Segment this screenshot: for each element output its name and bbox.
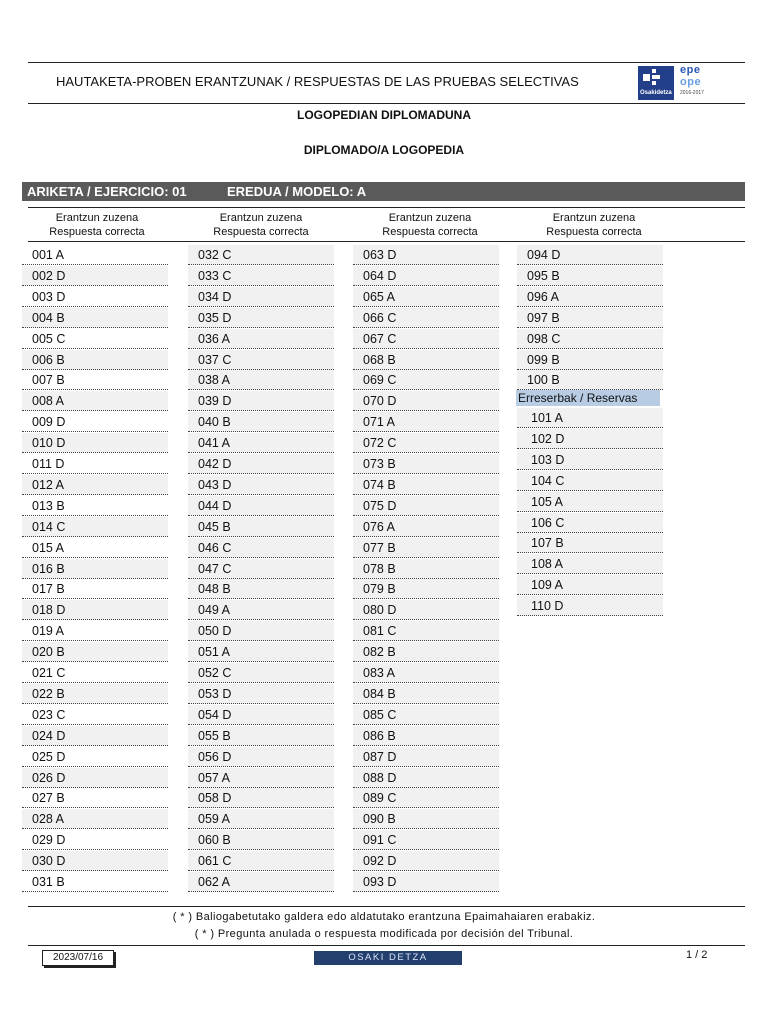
osakidetza-logo-box xyxy=(638,66,674,100)
answer-item: 061 C xyxy=(188,851,334,871)
answer-item: 089 C xyxy=(353,788,499,808)
answer-item: 019 A xyxy=(22,621,168,641)
answer-item: 076 A xyxy=(353,517,499,537)
answer-item: 080 D xyxy=(353,600,499,620)
answer-item: 029 D xyxy=(22,830,168,850)
answer-item: 064 D xyxy=(353,266,499,286)
answer-item: 018 D xyxy=(22,600,168,620)
title-basque: LOGOPEDIAN DIPLOMADUNA xyxy=(297,108,471,122)
osakidetza-epe-logo xyxy=(638,66,708,100)
answer-item: 088 D xyxy=(353,768,499,788)
answer-item: 054 D xyxy=(188,705,334,725)
columns-header-rule xyxy=(28,241,745,242)
answer-item: 078 B xyxy=(353,559,499,579)
header-rule xyxy=(28,103,745,104)
reserve-answer-item: 104 C xyxy=(517,471,663,491)
reserve-answer-item: 106 C xyxy=(517,513,663,533)
answer-item: 023 C xyxy=(22,705,168,725)
answer-item: 005 C xyxy=(22,329,168,349)
answer-item: 015 A xyxy=(22,538,168,558)
answer-item: 062 A xyxy=(188,872,334,892)
osakidetza-mark-icon xyxy=(643,69,663,87)
answer-item: 007 B xyxy=(22,370,168,390)
answer-item: 024 D xyxy=(22,726,168,746)
answer-item: 070 D xyxy=(353,391,499,411)
reserve-answer-item: 105 A xyxy=(517,492,663,512)
column-header-eu: Erantzun zuzena xyxy=(552,212,636,224)
answer-item: 027 B xyxy=(22,788,168,808)
answer-item: 074 B xyxy=(353,475,499,495)
answer-item: 016 B xyxy=(22,559,168,579)
footer-rule xyxy=(28,945,745,946)
reserves-label: Erreserbak / Reservas xyxy=(516,390,660,406)
answer-item: 022 B xyxy=(22,684,168,704)
answer-item: 097 B xyxy=(517,308,663,328)
answer-item: 012 A xyxy=(22,475,168,495)
column-header-eu: Erantzun zuzena xyxy=(55,212,139,224)
answer-item: 010 D xyxy=(22,433,168,453)
reserve-answer-item: 110 D xyxy=(517,596,663,616)
answer-item: 059 A xyxy=(188,809,334,829)
page-number: 1 / 2 xyxy=(686,949,708,961)
answer-item: 057 A xyxy=(188,768,334,788)
column-header-es: Respuesta correcta xyxy=(546,226,642,238)
footer-org-bar: OSAKI DETZA xyxy=(314,951,462,965)
answer-item: 075 D xyxy=(353,496,499,516)
answer-item: 060 B xyxy=(188,830,334,850)
answer-item: 093 D xyxy=(353,872,499,892)
reserve-answer-item: 103 D xyxy=(517,450,663,470)
answer-item: 049 A xyxy=(188,600,334,620)
footnote-spanish: ( * ) Pregunta anulada o respuesta modificada por decisión del Tribunal. xyxy=(194,928,574,940)
answer-item: 011 D xyxy=(22,454,168,474)
answer-item: 051 A xyxy=(188,642,334,662)
answer-item: 004 B xyxy=(22,308,168,328)
answer-item: 031 B xyxy=(22,872,168,892)
reserve-answer-item: 102 D xyxy=(517,429,663,449)
column-header-es: Respuesta correcta xyxy=(213,226,309,238)
title-spanish: DIPLOMADO/A LOGOPEDIA xyxy=(303,143,465,157)
answer-item: 083 A xyxy=(353,663,499,683)
answer-item: 079 B xyxy=(353,579,499,599)
reserve-answer-item: 108 A xyxy=(517,554,663,574)
answer-item: 032 C xyxy=(188,245,334,265)
answer-item: 034 D xyxy=(188,287,334,307)
answer-item: 095 B xyxy=(517,266,663,286)
answer-item: 035 D xyxy=(188,308,334,328)
answer-item: 044 D xyxy=(188,496,334,516)
answer-item: 003 D xyxy=(22,287,168,307)
exercise-bar xyxy=(22,182,745,201)
answer-item: 066 C xyxy=(353,308,499,328)
answer-item: 036 A xyxy=(188,329,334,349)
answer-item: 053 D xyxy=(188,684,334,704)
answer-item: 039 D xyxy=(188,391,334,411)
answer-item: 033 C xyxy=(188,266,334,286)
answer-item: 048 B xyxy=(188,579,334,599)
answer-item: 068 B xyxy=(353,350,499,370)
answer-item: 045 B xyxy=(188,517,334,537)
top-rule xyxy=(28,62,745,63)
answer-item: 006 B xyxy=(22,350,168,370)
answer-item: 073 B xyxy=(353,454,499,474)
answer-item: 038 A xyxy=(188,370,334,390)
column-header-es: Respuesta correcta xyxy=(382,226,478,238)
answer-item: 020 B xyxy=(22,642,168,662)
answer-item: 043 D xyxy=(188,475,334,495)
logo-tagline: 2016-2017 xyxy=(680,90,704,96)
answer-item: 094 D xyxy=(517,245,663,265)
answer-item: 086 B xyxy=(353,726,499,746)
logo-epe-text: epe xyxy=(680,64,701,76)
model-label: EREDUA / MODELO: A xyxy=(227,184,367,199)
columns-bottom-rule xyxy=(28,906,745,907)
answer-item: 087 D xyxy=(353,747,499,767)
answer-item: 091 C xyxy=(353,830,499,850)
answer-item: 026 D xyxy=(22,768,168,788)
answer-item: 096 A xyxy=(517,287,663,307)
answer-item: 065 A xyxy=(353,287,499,307)
answer-item: 021 C xyxy=(22,663,168,683)
columns-top-rule xyxy=(28,207,745,208)
column-header-es: Respuesta correcta xyxy=(49,226,145,238)
answer-item: 041 A xyxy=(188,433,334,453)
answer-item: 001 A xyxy=(22,245,168,265)
answer-item: 055 B xyxy=(188,726,334,746)
answer-item: 067 C xyxy=(353,329,499,349)
answer-item: 042 D xyxy=(188,454,334,474)
answer-item: 084 B xyxy=(353,684,499,704)
answer-item: 028 A xyxy=(22,809,168,829)
answer-item: 014 C xyxy=(22,517,168,537)
answer-item: 030 D xyxy=(22,851,168,871)
answer-item: 050 D xyxy=(188,621,334,641)
column-header xyxy=(186,211,336,239)
answer-item: 077 B xyxy=(353,538,499,558)
column-header-eu: Erantzun zuzena xyxy=(388,212,472,224)
reserve-answer-item: 109 A xyxy=(517,575,663,595)
reserve-answer-item: 101 A xyxy=(517,408,663,428)
answer-item: 025 D xyxy=(22,747,168,767)
answer-item: 052 C xyxy=(188,663,334,683)
exercise-label: ARIKETA / EJERCICIO: 01 xyxy=(27,184,187,199)
answer-item: 069 C xyxy=(353,370,499,390)
answer-item: 081 C xyxy=(353,621,499,641)
answer-item: 098 C xyxy=(517,329,663,349)
answer-item: 002 D xyxy=(22,266,168,286)
date-stamp: 2023/07/16 xyxy=(42,950,114,966)
column-header xyxy=(355,211,505,239)
column-header xyxy=(519,211,669,239)
answer-item: 037 C xyxy=(188,350,334,370)
answer-item: 047 C xyxy=(188,559,334,579)
reserve-answer-item: 107 B xyxy=(517,533,663,553)
answer-item: 072 C xyxy=(353,433,499,453)
answer-item: 100 B xyxy=(517,370,663,390)
answer-item: 056 D xyxy=(188,747,334,767)
logo-ope-text: ope xyxy=(680,76,702,88)
answer-item: 099 B xyxy=(517,350,663,370)
answer-item: 008 A xyxy=(22,391,168,411)
answer-item: 092 D xyxy=(353,851,499,871)
answer-item: 046 C xyxy=(188,538,334,558)
footnote-basque: ( * ) Baliogabetutako galdera edo aldatutako erantzuna Epaimahaiaren erabakiz. xyxy=(172,911,596,923)
answer-item: 071 A xyxy=(353,412,499,432)
answer-item: 017 B xyxy=(22,579,168,599)
answer-item: 082 B xyxy=(353,642,499,662)
logo-org-text: Osakidetza xyxy=(640,90,672,96)
answer-item: 040 B xyxy=(188,412,334,432)
answer-item: 058 D xyxy=(188,788,334,808)
column-header-eu: Erantzun zuzena xyxy=(219,212,303,224)
column-header xyxy=(22,211,172,239)
answer-item: 063 D xyxy=(353,245,499,265)
document-header-title: HAUTAKETA-PROBEN ERANTZUNAK / RESPUESTAS DE LAS PRUEBAS SELECTIVAS xyxy=(56,74,579,89)
answer-item: 085 C xyxy=(353,705,499,725)
answer-item: 013 B xyxy=(22,496,168,516)
answer-item: 090 B xyxy=(353,809,499,829)
answer-item: 009 D xyxy=(22,412,168,432)
